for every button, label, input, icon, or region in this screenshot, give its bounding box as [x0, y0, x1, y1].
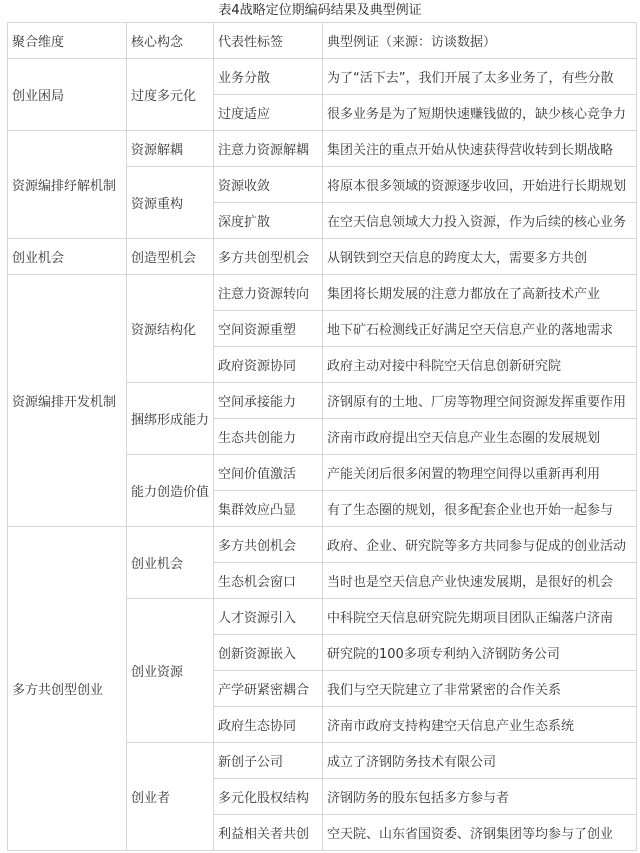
example-cell: 中科院空天信息研究院先期项目团队正编落户济南 — [323, 599, 637, 635]
label-cell: 注意力资源解耦 — [214, 131, 323, 167]
header-construct: 核心构念 — [127, 23, 214, 59]
label-cell: 人才资源引入 — [214, 599, 323, 635]
label-cell: 利益相关者共创 — [214, 815, 323, 851]
example-cell: 很多业务是为了短期快速赚钱做的，缺少核心竞争力 — [323, 95, 637, 131]
label-cell: 业务分散 — [214, 59, 323, 95]
example-cell: 产能关闭后很多闲置的物理空间得以重新再利用 — [323, 455, 637, 491]
example-cell: 政府主动对接中科院空天信息创新研究院 — [323, 347, 637, 383]
example-cell: 济钢防务的股东包括多方参与者 — [323, 779, 637, 815]
label-cell: 过度适应 — [214, 95, 323, 131]
label-cell: 多元化股权结构 — [214, 779, 323, 815]
construct-cell: 资源解耦 — [127, 131, 214, 167]
example-cell: 空天院、山东省国资委、济钢集团等均参与了创业 — [323, 815, 637, 851]
label-cell: 新创子公司 — [214, 743, 323, 779]
table-caption: 表4战略定位期编码结果及典型例证 — [218, 3, 422, 18]
label-cell: 空间资源重塑 — [214, 311, 323, 347]
construct-cell: 资源结构化 — [127, 275, 214, 383]
construct-cell: 能力创造价值 — [127, 455, 214, 527]
construct-cell: 创业资源 — [127, 599, 214, 743]
table-row — [8, 59, 637, 95]
example-cell: 将原本很多领域的资源逐步收回，开始进行长期规划 — [323, 167, 637, 203]
table-row — [8, 239, 637, 275]
header-example: 典型例证（来源：访谈数据） — [323, 23, 637, 59]
construct-cell: 资源重构 — [127, 167, 214, 239]
dimension-cell: 多方共创型创业 — [8, 527, 127, 851]
label-cell: 注意力资源转向 — [214, 275, 323, 311]
dimension-cell: 创业困局 — [8, 59, 127, 131]
label-cell: 多方共创机会 — [214, 527, 323, 563]
example-cell: 集团将长期发展的注意力都放在了高新技术产业 — [323, 275, 637, 311]
construct-cell: 过度多元化 — [127, 59, 214, 131]
header-dimension: 聚合维度 — [8, 23, 127, 59]
label-cell: 集群效应凸显 — [214, 491, 323, 527]
label-cell: 产学研紧密耦合 — [214, 671, 323, 707]
table-row — [8, 527, 637, 563]
example-cell: 济南市政府提出空天信息产业生态圈的发展规划 — [323, 419, 637, 455]
example-cell: 政府、企业、研究院等多方共同参与促成的创业活动 — [323, 527, 637, 563]
example-cell: 在空天信息领域大力投入资源，作为后续的核心业务 — [323, 203, 637, 239]
label-cell: 创新资源嵌入 — [214, 635, 323, 671]
example-cell: 集团关注的重点开始从快速获得营收转到长期战略 — [323, 131, 637, 167]
table-row — [8, 131, 637, 167]
construct-cell: 创业机会 — [127, 527, 214, 599]
construct-cell: 创造型机会 — [127, 239, 214, 275]
label-cell: 多方共创型机会 — [214, 239, 323, 275]
example-cell: 研究院的100多项专利纳入济钢防务公司 — [323, 635, 637, 671]
dimension-cell: 资源编排纾解机制 — [8, 131, 127, 239]
label-cell: 空间承接能力 — [214, 383, 323, 419]
example-cell: 地下矿石检测线正好满足空天信息产业的落地需求 — [323, 311, 637, 347]
table-row — [8, 275, 637, 311]
label-cell: 生态共创能力 — [214, 419, 323, 455]
dimension-cell: 资源编排开发机制 — [8, 275, 127, 527]
label-cell: 政府生态协同 — [214, 707, 323, 743]
coding-results-table — [7, 22, 637, 851]
dimension-cell: 创业机会 — [8, 239, 127, 275]
label-cell: 生态机会窗口 — [214, 563, 323, 599]
table-header-row — [8, 23, 637, 59]
example-cell: 为了“活下去”，我们开展了太多业务了，有些分散 — [323, 59, 637, 95]
example-cell: 我们与空天院建立了非常紧密的合作关系 — [323, 671, 637, 707]
label-cell: 政府资源协同 — [214, 347, 323, 383]
example-cell: 成立了济钢防务技术有限公司 — [323, 743, 637, 779]
example-cell: 济钢原有的土地、厂房等物理空间资源发挥重要作用 — [323, 383, 637, 419]
construct-cell: 创业者 — [127, 743, 214, 851]
label-cell: 资源收敛 — [214, 167, 323, 203]
example-cell: 有了生态圈的规划，很多配套企业也开始一起参与 — [323, 491, 637, 527]
example-cell: 济南市政府支持构建空天信息产业生态系统 — [323, 707, 637, 743]
construct-cell: 捆绑形成能力 — [127, 383, 214, 455]
example-cell: 当时也是空天信息产业快速发展期，是很好的机会 — [323, 563, 637, 599]
label-cell: 空间价值激活 — [214, 455, 323, 491]
header-label: 代表性标签 — [214, 23, 323, 59]
label-cell: 深度扩散 — [214, 203, 323, 239]
example-cell: 从钢铁到空天信息的跨度太大，需要多方共创 — [323, 239, 637, 275]
